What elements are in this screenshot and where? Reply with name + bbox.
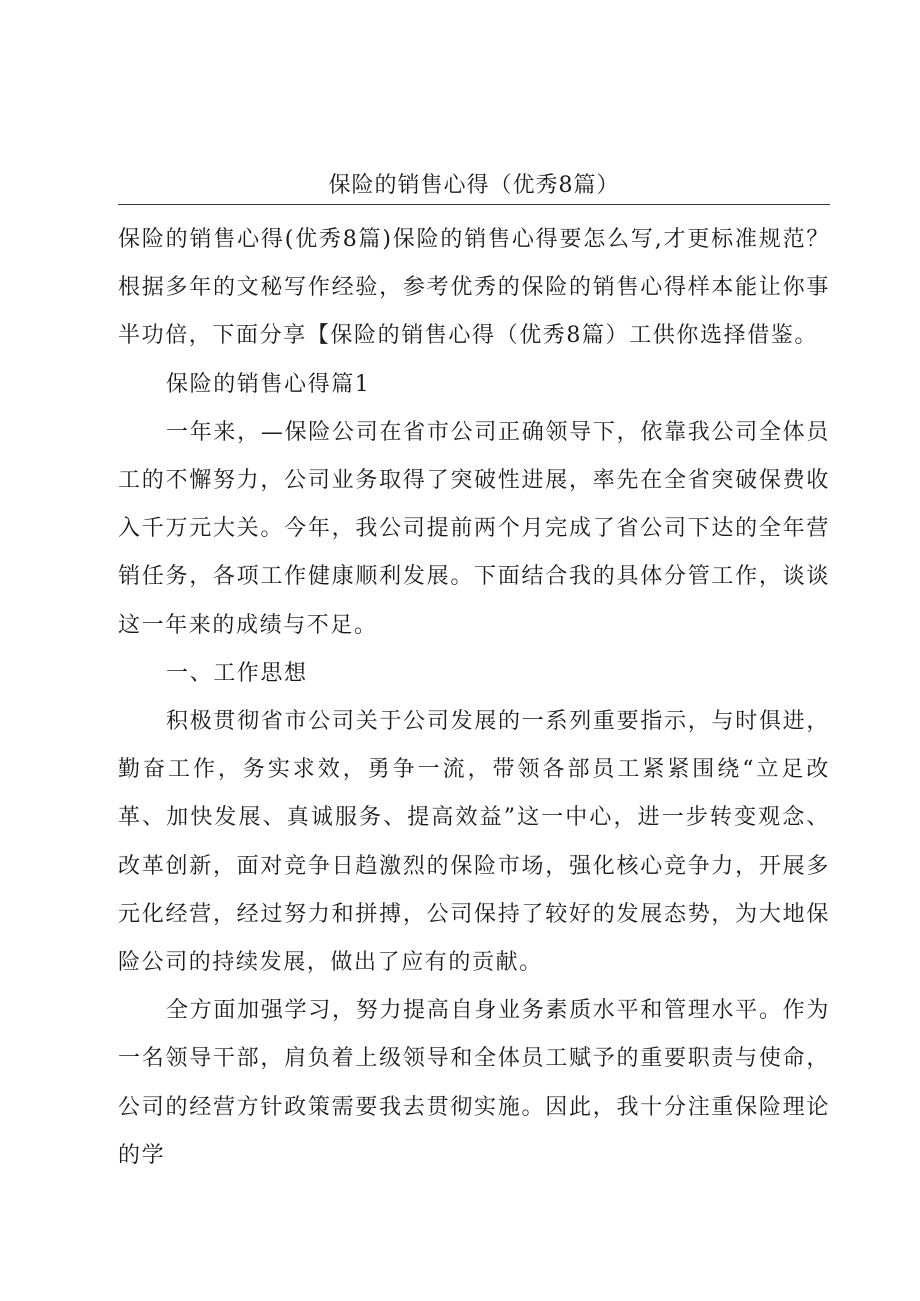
document-body [118, 216, 830, 1180]
document-title: 保险的销售心得（优秀8篇） [328, 173, 620, 198]
body-paragraph: 全方面加强学习，努力提高自身业务素质水平和管理水平。作为一名领导干部，肩负着上级领导和全体员工赋予的重要职责与使命，公司的经营方针政策需要我去贯彻实施。因此，我十分注重保险理论的学 [118, 998, 830, 1168]
body-paragraph: 积极贯彻省市公司关于公司发展的一系列重要指示，与时俱进，勤奋工作，务实求效，勇争一流，带领各部员工紧紧围绕“立足改革、加快发展、真诚服务、提高效益”这一中心，进一步转变观念、改革创新，面对竞争日趋激烈的保险市场，强化核心竞争力，开展多元化经营，经过努力和拼搏，公司保持了较好的发展态势，为大地保险公司的持续发展，做出了应有的贡献。 [118, 709, 830, 976]
body-paragraph: 一年来，—保险公司在省市公司正确领导下，依靠我公司全体员工的不懈努力，公司业务取得了突破性进展，率先在全省突破保费收入千万元大关。今年，我公司提前两个月完成了省公司下达的全年营销任务，各项工作健康顺利发展。下面结合我的具体分管工作，谈谈这一年来的成绩与不足。 [118, 419, 830, 638]
subheading: 一、工作思想 [166, 660, 308, 686]
section-heading: 保险的销售心得篇1 [166, 371, 371, 397]
title-underline [118, 204, 830, 205]
intro-paragraph: 保险的销售心得(优秀8篇)保险的销售心得要怎么写,才更标准规范？根据多年的文秘写作经验，参考优秀的保险的销售心得样本能让你事半功倍，下面分享【保险的销售心得（优秀8篇）工供你选择借鉴。 [118, 227, 830, 349]
